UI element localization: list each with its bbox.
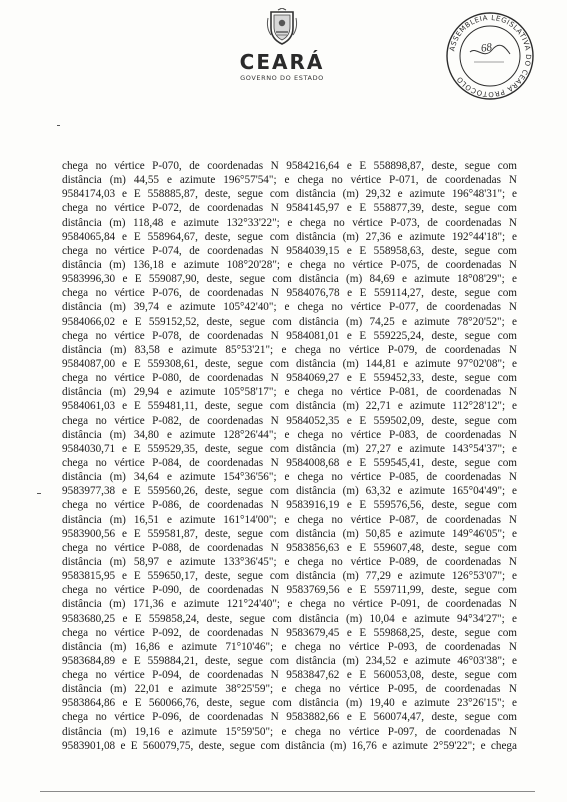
body-line: chega no vértice P-088, de coordenadas N 9583856,63 e E 559607,48, deste, segue com bbox=[62, 541, 517, 554]
body-line: chega no vértice P-072, de coordenadas N 9584145,97 e E 558877,39, deste, segue com bbox=[62, 202, 517, 215]
state-government-subtitle: GOVERNO DO ESTADO bbox=[240, 74, 324, 82]
body-line: 9584061,03 e E 559481,11, deste, segue com distância (m) 22,71 e azimute 112°28'12"; e bbox=[62, 400, 517, 413]
body-line: chega no vértice P-084, de coordenadas N 9584008,68 e E 559545,41, deste, segue com bbox=[62, 456, 517, 469]
body-line: chega no vértice P-092, de coordenadas N 9583679,45 e E 559868,25, deste, segue com bbox=[62, 626, 517, 639]
body-line: chega no vértice P-074, de coordenadas N 9584039,15 e E 558958,63, deste, segue com bbox=[62, 244, 517, 257]
body-line: 9583901,08 e E 560079,75, deste, segue com distância (m) 16,76 e azimute 2°59'22"; e chega bbox=[62, 739, 517, 752]
body-line: distância (m) 16,51 e azimute 161°14'00"; e chega no vértice P-087, de coordenadas N bbox=[62, 513, 517, 526]
body-line: 9583684,89 e E 559884,21, deste, segue com distância (m) 234,52 e azimute 46°03'38"; e bbox=[62, 654, 517, 667]
body-line: distância (m) 136,18 e azimute 108°20'28"; e chega no vértice P-075, de coordenadas N bbox=[62, 258, 517, 271]
letterhead bbox=[222, 8, 342, 90]
body-line: chega no vértice P-078, de coordenadas N 9584081,01 e E 559225,24, deste, segue com bbox=[62, 329, 517, 342]
stamp-ring-text: ASSEMBLEIA LEGISLATIVA DO CEARÁ PROTOCOLO bbox=[448, 13, 533, 99]
body-line: chega no vértice P-082, de coordenadas N 9584052,35 e E 559502,09, deste, segue com bbox=[62, 414, 517, 427]
stamp-page-number: 68 bbox=[480, 41, 493, 55]
body-line: distância (m) 44,55 e azimute 196°57'54"; e chega no vértice P-071, de coordenadas N bbox=[62, 174, 517, 187]
body-line: 9584174,03 e E 558885,87, deste, segue com distância (m) 29,32 e azimute 196°48'31"; e bbox=[62, 188, 517, 201]
body-line: distância (m) 22,01 e azimute 38°25'59"; e chega no vértice P-095, de coordenadas N bbox=[62, 683, 517, 696]
body-line: 9583815,95 e E 559650,17, deste, segue com distância (m) 77,29 e azimute 126°53'07"; e bbox=[62, 570, 517, 583]
body-line: distância (m) 39,74 e azimute 105°42'40"; e chega no vértice P-077, de coordenadas N bbox=[62, 301, 517, 314]
body-line: distância (m) 29,94 e azimute 105°58'17"; e chega no vértice P-081, de coordenadas N bbox=[62, 386, 517, 399]
body-line: distância (m) 19,16 e azimute 15°59'50"; e chega no vértice P-097, de coordenadas N bbox=[62, 725, 517, 738]
body-line: distância (m) 34,64 e azimute 154°36'56"; e chega no vértice P-085, de coordenadas N bbox=[62, 471, 517, 484]
margin-mark bbox=[57, 125, 60, 126]
margin-mark bbox=[37, 493, 41, 494]
body-line: 9583977,38 e E 559560,26, deste, segue com distância (m) 63,32 e azimute 165°04'49"; e bbox=[62, 485, 517, 498]
body-line: 9584065,84 e E 558964,67, deste, segue com distância (m) 27,36 e azimute 192°44'18"; e bbox=[62, 230, 517, 243]
body-line: chega no vértice P-070, de coordenadas N 9584216,64 e E 558898,87, deste, segue com bbox=[62, 160, 517, 172]
body-line: chega no vértice P-076, de coordenadas N 9584076,78 e E 559114,27, deste, segue com bbox=[62, 287, 517, 300]
body-line: distância (m) 83,58 e azimute 85°53'21"; e chega no vértice P-079, de coordenadas N bbox=[62, 343, 517, 356]
body-line: chega no vértice P-086, de coordenadas N 9583916,19 e E 559576,56, deste, segue com bbox=[62, 499, 517, 512]
state-name: CEARÁ bbox=[239, 50, 325, 74]
document-body bbox=[62, 159, 517, 753]
body-line: chega no vértice P-080, de coordenadas N 9584069,27 e E 559452,33, deste, segue com bbox=[62, 372, 517, 385]
body-line: 9584030,71 e E 559529,35, deste, segue com distância (m) 27,27 e azimute 143°54'37"; e bbox=[62, 442, 517, 455]
body-line: distância (m) 16,86 e azimute 71°10'46"; e chega no vértice P-093, de coordenadas N bbox=[62, 640, 517, 653]
protocol-stamp bbox=[444, 10, 536, 102]
body-line: 9584087,00 e E 559308,61, deste, segue com distância (m) 144,81 e azimute 97°02'08"; e bbox=[62, 357, 517, 370]
body-line: chega no vértice P-090, de coordenadas N 9583769,56 e E 559711,99, deste, segue com bbox=[62, 584, 517, 597]
body-line: 9583680,25 e E 559858,24, deste, segue com distância (m) 10,04 e azimute 94°34'27"; e bbox=[62, 612, 517, 625]
body-line: chega no vértice P-094, de coordenadas N 9583847,62 e E 560053,08, deste, segue com bbox=[62, 669, 517, 682]
coat-of-arms-icon bbox=[265, 8, 299, 46]
body-line: distância (m) 58,97 e azimute 133°36'45"; e chega no vértice P-089, de coordenadas N bbox=[62, 555, 517, 568]
body-line: distância (m) 34,80 e azimute 128°26'44"; e chega no vértice P-083, de coordenadas N bbox=[62, 428, 517, 441]
body-line: 9583996,30 e E 559087,90, deste, segue com distância (m) 84,69 e azimute 18°08'29"; e bbox=[62, 273, 517, 286]
body-line: distância (m) 118,48 e azimute 132°33'22"; e chega no vértice P-073, de coordenadas N bbox=[62, 216, 517, 229]
body-line: 9583900,56 e E 559581,87, deste, segue com distância (m) 50,85 e azimute 149°46'05"; e bbox=[62, 527, 517, 540]
body-line: distância (m) 171,36 e azimute 121°24'40"; e chega no vértice P-091, de coordenadas N bbox=[62, 598, 517, 611]
body-line: 9584066,02 e E 559152,52, deste, segue com distância (m) 74,25 e azimute 78°20'52"; e bbox=[62, 315, 517, 328]
footer-rule bbox=[40, 791, 535, 792]
body-line: chega no vértice P-096, de coordenadas N 9583882,66 e E 560074,47, deste, segue com bbox=[62, 711, 517, 724]
body-line: 9583864,86 e E 560066,76, deste, segue com distância (m) 19,40 e azimute 23°26'15"; e bbox=[62, 697, 517, 710]
